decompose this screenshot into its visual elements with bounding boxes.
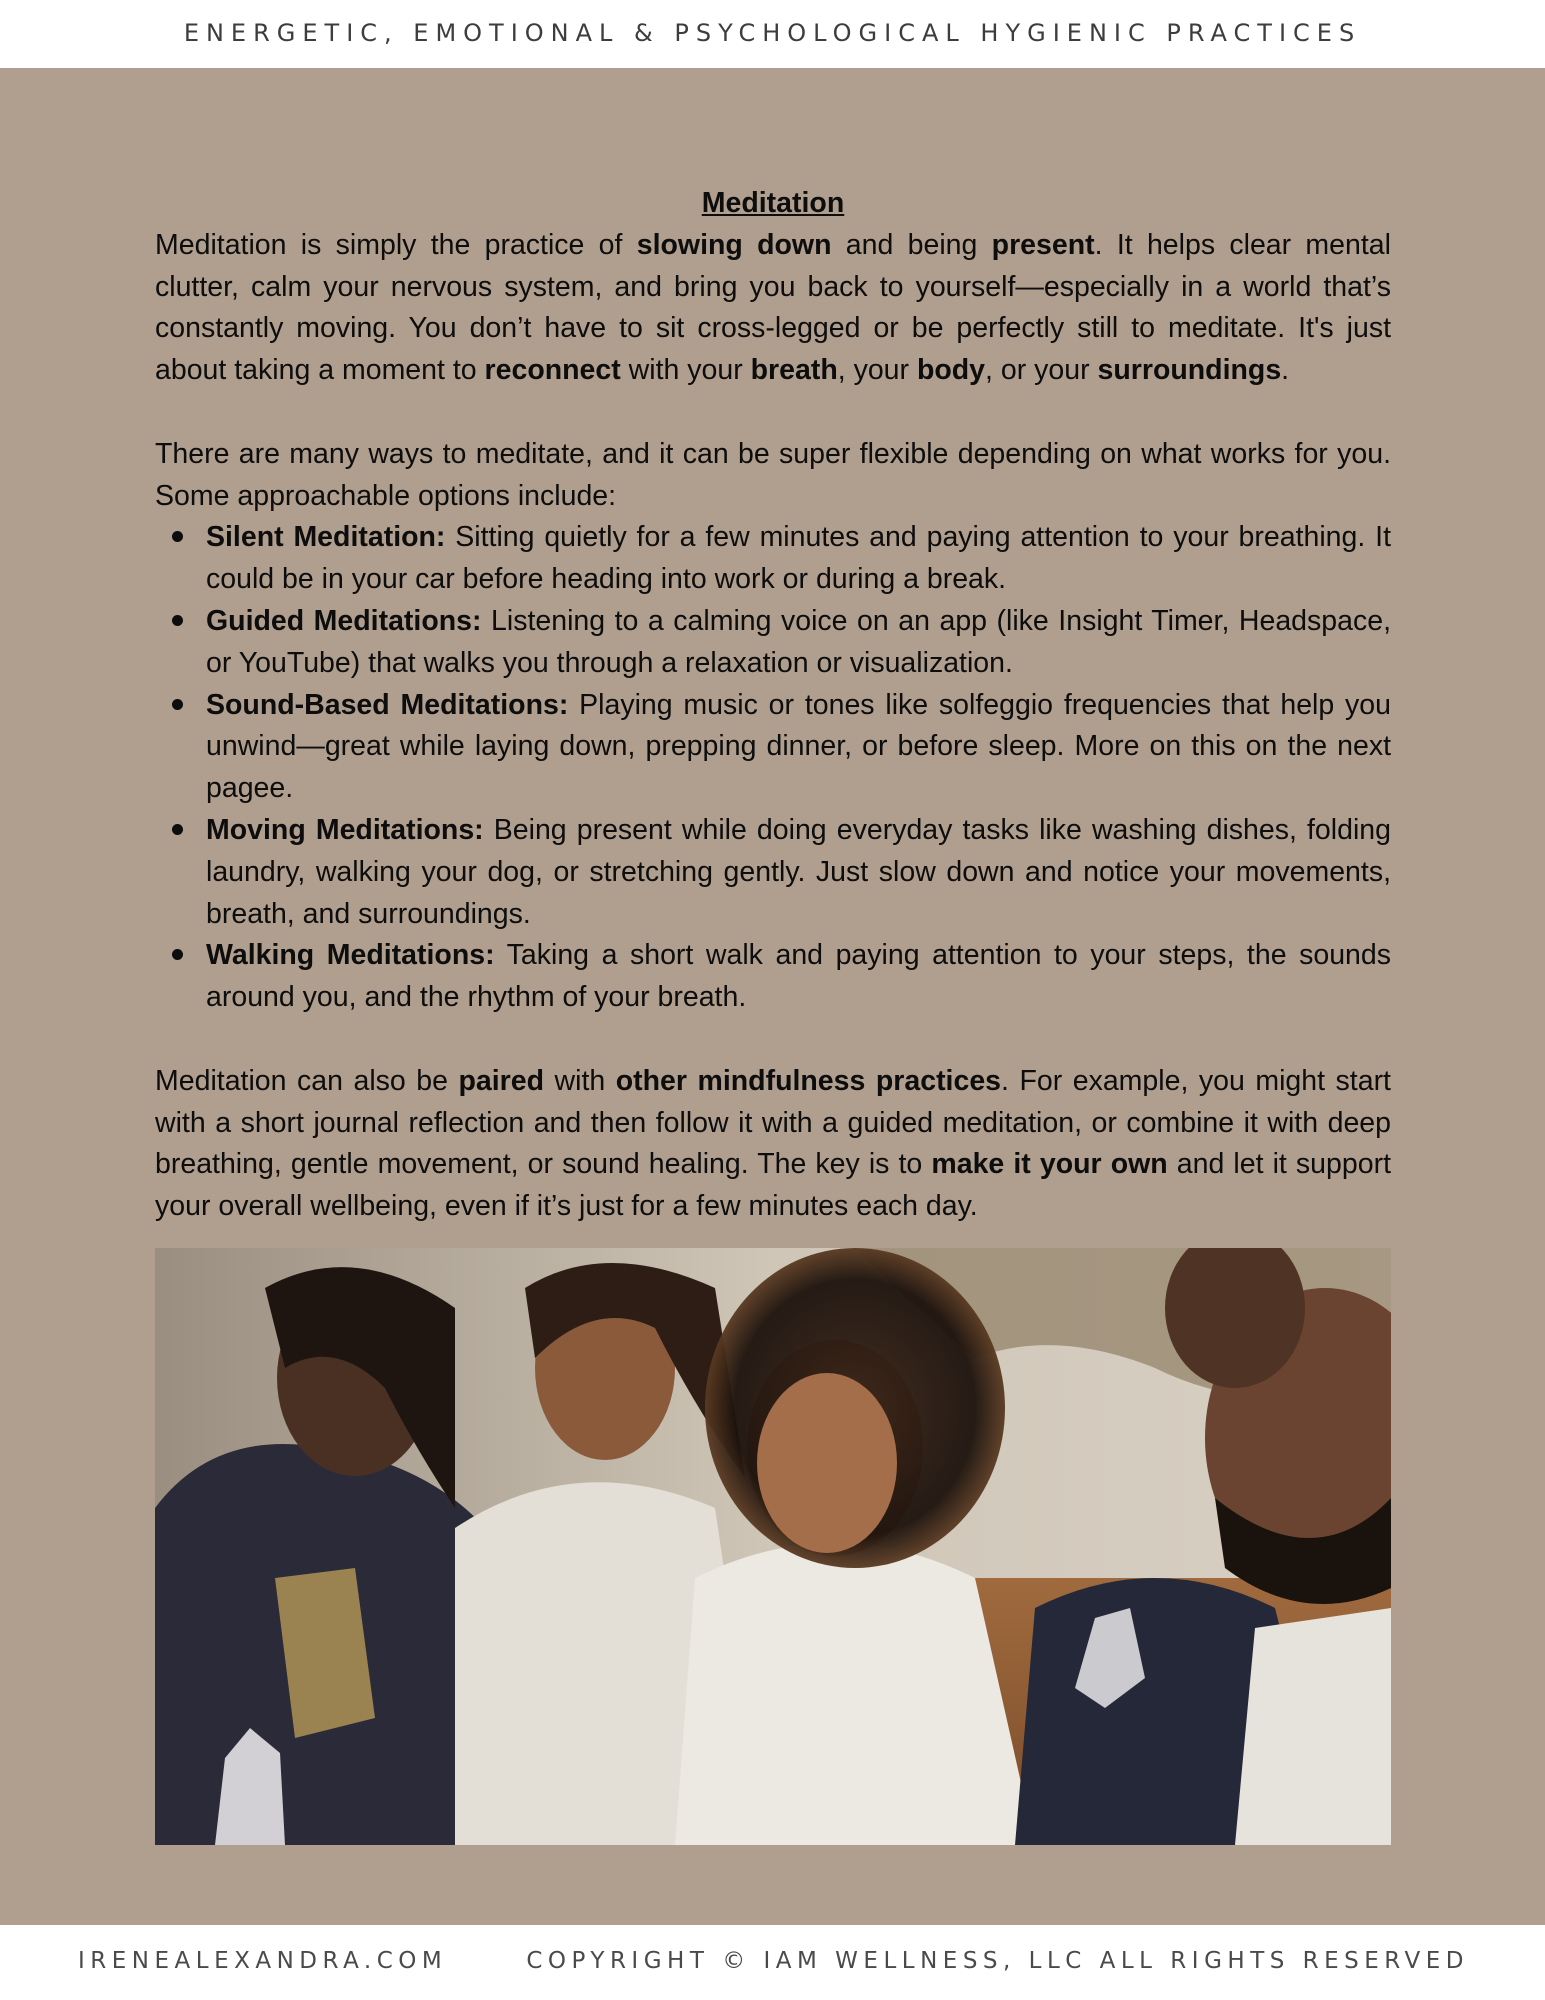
footer-website: IRENEALEXANDRA.COM	[78, 1948, 448, 1974]
photo-illustration	[155, 1248, 1391, 1845]
option-label: Silent Meditation:	[206, 521, 446, 554]
footer-copyright: COPYRIGHT © IAM WELLNESS, LLC ALL RIGHTS RESERVED	[526, 1948, 1469, 1974]
intro-text-4: with your	[620, 354, 751, 387]
option-label: Walking Meditations:	[206, 939, 495, 972]
list-item	[206, 601, 1391, 685]
closing-bold-3: make it your own	[931, 1148, 1168, 1181]
closing-text-2: with	[544, 1064, 616, 1097]
intro-text-1: Meditation is simply the practice of	[155, 228, 637, 261]
closing-text-1: Meditation can also be	[155, 1064, 459, 1097]
option-text: Listening to a calming voice on an app (like Insight Timer, Headspace, or YouTube) that walks you through a relaxation or visualization.	[206, 604, 1391, 679]
list-item	[206, 685, 1391, 810]
section-title: Meditation	[701, 187, 845, 219]
intro-text-2: and being	[831, 228, 992, 261]
bullet-icon	[172, 949, 183, 960]
meditation-group-photo	[155, 1248, 1391, 1845]
intro-text-5: , your	[837, 354, 917, 387]
intro-text-3: . It helps clear mental clutter, calm your nervous system, and bring you back to yourself—especially in a world that’s constantly moving. You don’t have to sit cross-legged or be perfectly still to meditate. It's just about taking a moment to	[155, 228, 1391, 387]
intro-bold-5: body	[916, 354, 986, 387]
option-text: Sitting quietly for a few minutes and paying attention to your breathing. It could be in your car before heading into work or during a break.	[206, 521, 1391, 596]
option-text: Taking a short walk and paying attention to your steps, the sounds around you, and the rhythm of your breath.	[206, 939, 1392, 1014]
intro-bold-6: surroundings	[1097, 354, 1282, 387]
paragraph-gap	[155, 1019, 1391, 1061]
list-item	[206, 810, 1391, 935]
bullet-icon	[172, 699, 183, 710]
bullet-icon	[172, 824, 183, 835]
paragraph-gap	[155, 392, 1391, 434]
intro-text-7: .	[1281, 354, 1290, 387]
ways-intro-paragraph: There are many ways to meditate, and it can be super flexible depending on what works for you. Some approachable options include:	[155, 437, 1391, 512]
list-item	[206, 517, 1391, 601]
closing-paragraph	[155, 1061, 1391, 1228]
meditation-options-list	[155, 517, 1391, 1019]
intro-bold-2: present	[991, 228, 1095, 261]
option-label: Moving Meditations:	[206, 813, 484, 846]
closing-bold-1: paired	[458, 1064, 545, 1097]
list-item	[206, 935, 1391, 1019]
page-footer	[0, 1925, 1545, 2000]
intro-bold-4: breath	[750, 354, 838, 387]
option-text: Being present while doing everyday tasks like washing dishes, folding laundry, walking your dog, or stretching gently. Just slow down and notice your movements, breath, and surroundings.	[206, 813, 1391, 930]
content-column	[155, 183, 1391, 1228]
header-title: ENERGETIC, EMOTIONAL & PSYCHOLOGICAL HYGIENIC PRACTICES	[183, 19, 1362, 47]
intro-bold-1: slowing down	[636, 228, 832, 261]
bullet-icon	[172, 615, 183, 626]
option-label: Guided Meditations:	[206, 604, 482, 637]
bullet-icon	[172, 531, 183, 542]
page-body	[0, 68, 1545, 1925]
intro-bold-3: reconnect	[484, 354, 621, 387]
option-label: Sound-Based Meditations:	[206, 688, 569, 721]
closing-text-4: and let it support your overall wellbeing, even if it’s just for a few minutes each day.	[155, 1148, 1391, 1223]
option-text: Playing music or tones like solfeggio frequencies that help you unwind—great while laying down, prepping dinner, or before sleep. More on this on the next pagee.	[206, 688, 1391, 805]
intro-paragraph	[155, 225, 1391, 392]
intro-text-6: , or your	[985, 354, 1098, 387]
closing-bold-2: other mindfulness practices	[615, 1064, 1002, 1097]
page-header	[0, 0, 1545, 68]
closing-text-3: . For example, you might start with a short journal reflection and then follow it with a guided meditation, or combine it with deep breathing, gentle movement, or sound healing. The key is to	[155, 1064, 1391, 1181]
